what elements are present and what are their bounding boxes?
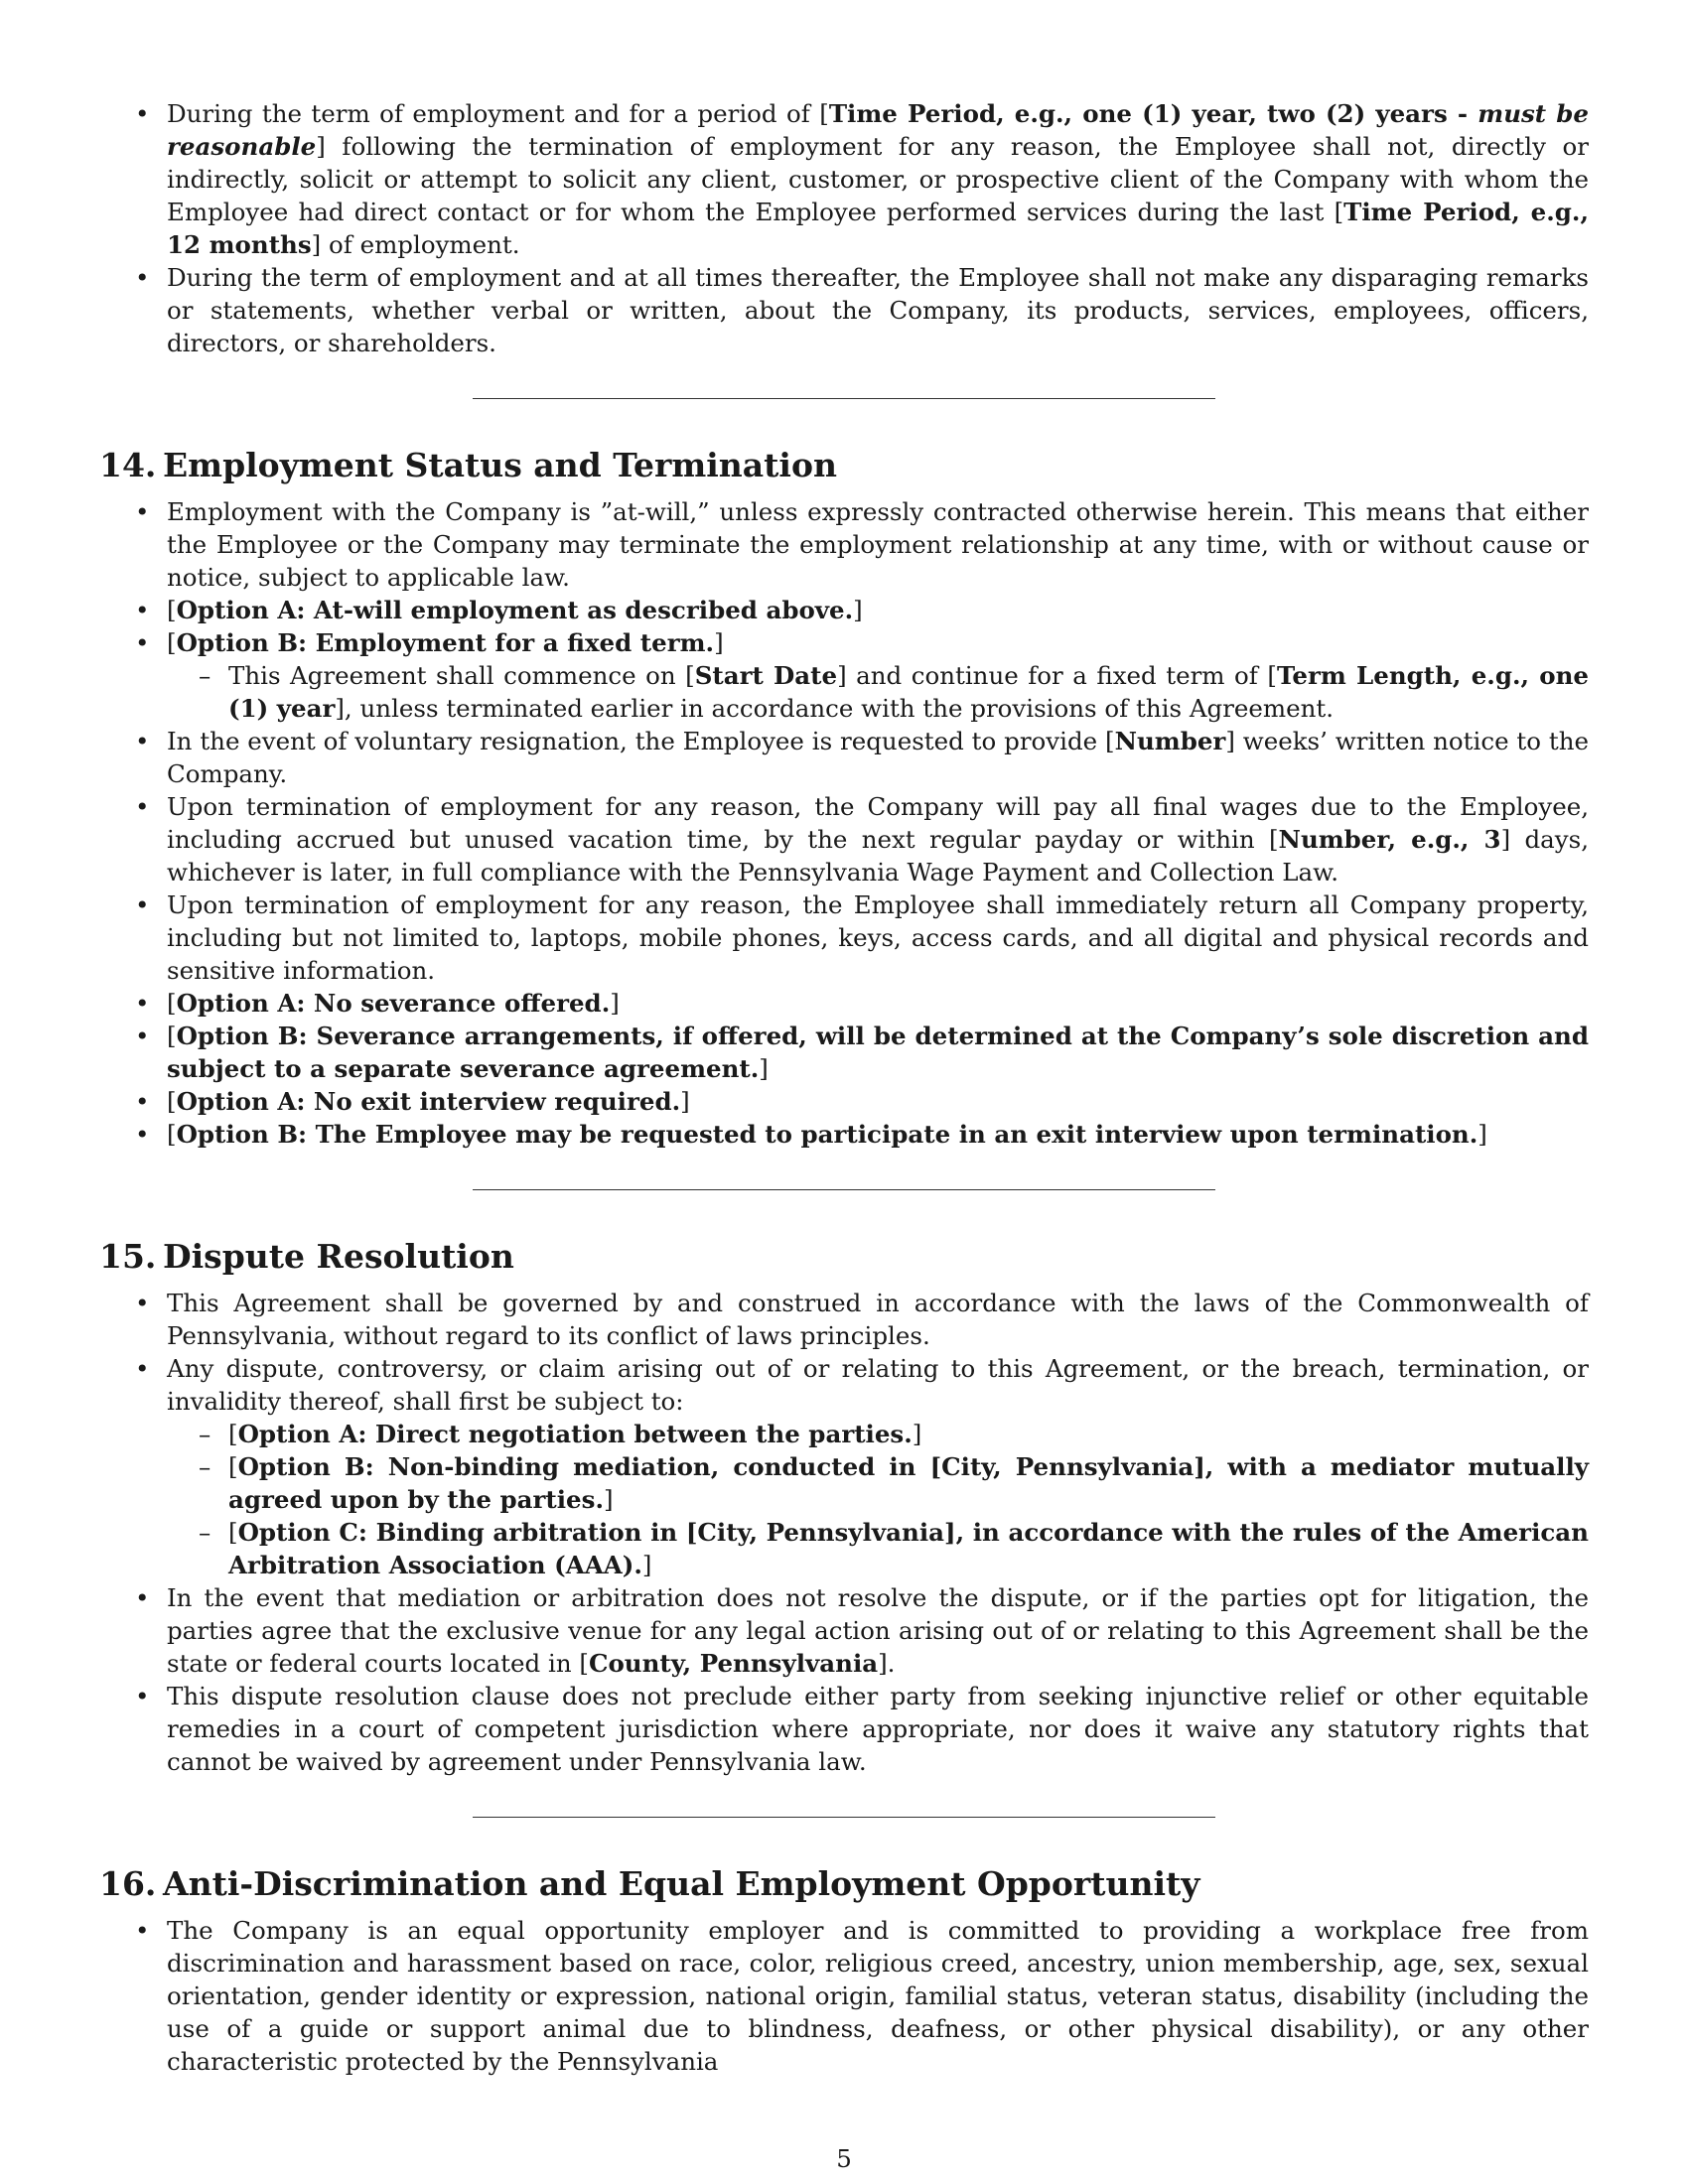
list-item: • In the event that mediation or arbitration does not resolve the dispute, or if the parties opt for litigation, the parties agree that the exclusive venue for any legal action arising out of or relating to this Agreement shall be the state or federal courts located in [County, Pennsylvania].: [99, 1581, 1589, 1680]
list-item: • The Company is an equal opportunity employer and is committed to providing a workplace free from discrimination and harassment based on race, color, religious creed, ancestry, union membership, age, sex, sexual orientation, gender identity or expression, national origin, familial status, veteran status, disability (including the use of a guide or support animal due to blindness, deafness, or other physical disability), or any other characteristic protected by the Pennsylvania: [99, 1914, 1589, 2078]
list-item: • During the term of employment and for a period of [Time Period, e.g., one (1) year, two (2) years - must be reasonable] following the termination of employment for any reason, the Employee shall not, directly or indirectly, solicit or attempt to solicit any client, customer, or prospective client of the Company with whom the Employee had direct contact or for whom the Employee performed services during the last [Time Period, e.g., 12 months] of employment.: [99, 97, 1589, 261]
section-heading: 16. Anti-Discrimination and Equal Employment Opportunity: [99, 1864, 1200, 1903]
list-item: • Upon termination of employment for any reason, the Employee shall immediately return all Company property, including but not limited to, laptops, mobile phones, keys, access cards, and all digital and physical records and sensitive information.: [99, 888, 1589, 987]
list-item: • [Option A: At-will employment as described above.]: [99, 594, 1589, 626]
list-item: • [Option B: Severance arrangements, if offered, will be determined at the Company’s sole discretion and subject to a separate severance agreement.]: [99, 1020, 1589, 1085]
sub-list-item: – [Option B: Non-binding mediation, conducted in [City, Pennsylvania], with a mediator mutually agreed upon by the parties.]: [99, 1450, 1589, 1516]
sub-list-item: – This Agreement shall commence on [Start Date] and continue for a fixed term of [Term Length, e.g., one (1) year], unless terminated earlier in accordance with the provisions of this Agreement.: [99, 659, 1589, 725]
list-item: • During the term of employment and at all times thereafter, the Employee shall not make any disparaging remarks or statements, whether verbal or written, about the Company, its products, services, employees, officers, directors, or shareholders.: [99, 261, 1589, 359]
sub-list-item: – [Option A: Direct negotiation between the parties.]: [99, 1418, 1589, 1450]
list-item: • Upon termination of employment for any reason, the Company will pay all final wages due to the Employee, including accrued but unused vacation time, by the next regular payday or within [Number, e.g., 3] days, whichever is later, in full compliance with the Pennsylvania Wage Payment and Collection Law.: [99, 790, 1589, 888]
list-item: • In the event of voluntary resignation, the Employee is requested to provide [Number] weeks’ written notice to the Company.: [99, 725, 1589, 790]
list-item: • This dispute resolution clause does not preclude either party from seeking injunctive relief or other equitable remedies in a court of competent jurisdiction where appropriate, nor does it waive any statutory rights that cannot be waived by agreement under Pennsylvania law.: [99, 1680, 1589, 1778]
sub-list-item: – [Option C: Binding arbitration in [City, Pennsylvania], in accordance with the rules of the American Arbitration Association (AAA).]: [99, 1516, 1589, 1581]
list-item: • [Option A: No severance offered.]: [99, 987, 1589, 1020]
section-heading: 14. Employment Status and Termination: [99, 446, 837, 484]
list-item: • [Option A: No exit interview required.]: [99, 1085, 1589, 1118]
list-item: • This Agreement shall be governed by and construed in accordance with the laws of the Commonwealth of Pennsylvania, without regard to its conflict of laws principles.: [99, 1287, 1589, 1352]
list-item: • [Option B: Employment for a fixed term.]: [99, 626, 1589, 659]
list-item: • Employment with the Company is ”at-will,” unless expressly contracted otherwise herein. This means that either the Employee or the Company may terminate the employment relationship at any time, with or without cause or notice, subject to applicable law.: [99, 495, 1589, 594]
section-heading: 15. Dispute Resolution: [99, 1237, 514, 1276]
page-number: 5: [836, 2144, 852, 2173]
document-content: [99, 97, 1589, 2078]
list-item: • [Option B: The Employee may be requested to participate in an exit interview upon termination.]: [99, 1118, 1589, 1151]
list-item: • Any dispute, controversy, or claim arising out of or relating to this Agreement, or the breach, termination, or invalidity thereof, shall first be subject to:: [99, 1352, 1589, 1418]
